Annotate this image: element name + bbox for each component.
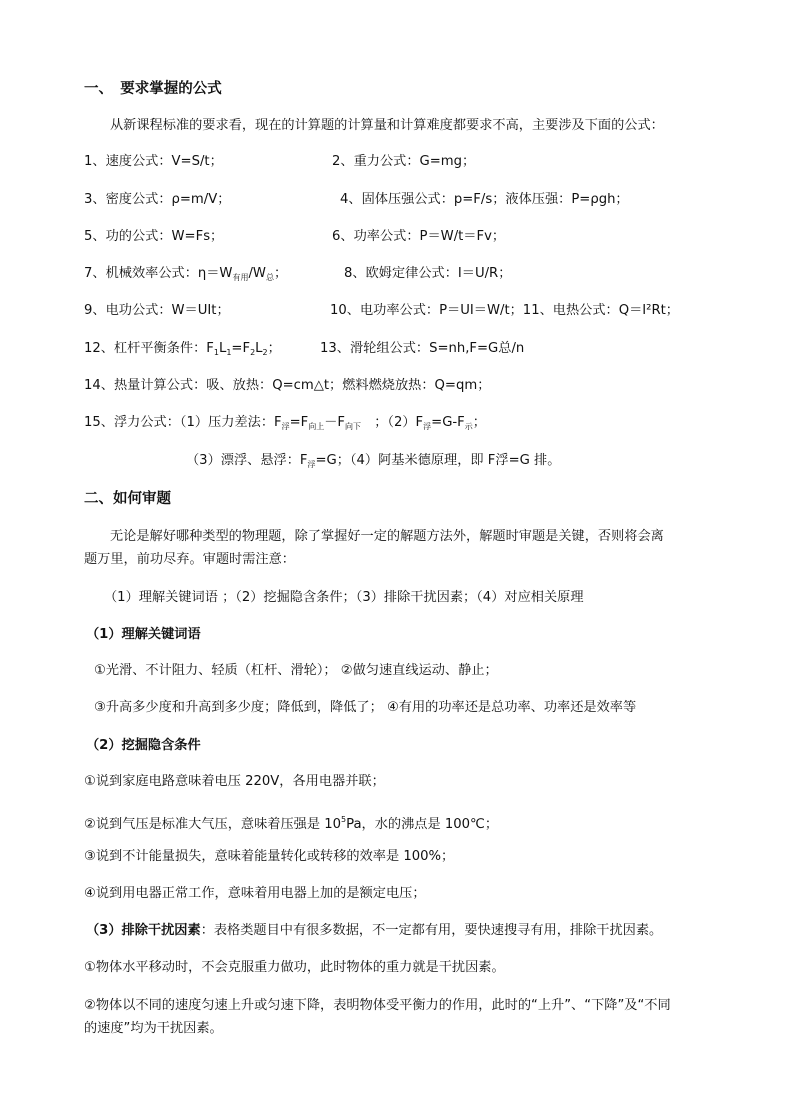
section2-steps: （1）理解关键词语 ；（2）挖掘隐含条件；（3）排除干扰因素；（4）对应相关原理 <box>104 590 584 605</box>
formula-12 <box>84 340 281 362</box>
formula-12-d: =F <box>231 341 251 356</box>
formula-10-11: 10、电功率公式：P＝UI＝W/t；11、电热公式：Q＝I²Rt； <box>330 303 679 318</box>
formula-12-sub-a: 1 <box>213 348 219 357</box>
formula-15b-rest: =G；（4）阿基米德原理，即 F浮=G 排。 <box>315 453 561 468</box>
subsection2-line2-rest: Pa，水的沸点是 100℃； <box>346 817 499 832</box>
formula-15-sub4: 浮 <box>423 422 432 431</box>
formula-3: 3、密度公式：ρ=m/V； <box>84 192 231 207</box>
formula-8: 8、欧姆定律公式：I＝U/R； <box>344 266 512 281</box>
subsection2-line2-sup: 5 <box>340 815 347 824</box>
formula-15-mid: ；（2）F <box>361 415 424 430</box>
subsection2-line2 <box>84 811 498 834</box>
section2-title: 二、如何审题 <box>84 491 171 507</box>
formula-4: 4、固体压强公式：p=F/s；液体压强：P=ρgh； <box>340 192 629 207</box>
formula-15 <box>84 414 486 436</box>
section2-para-line2: 题万里，前功尽弃。审题时需注意： <box>84 552 295 567</box>
subsection3-line2: ②物体以不同的速度匀速上升或匀速下降，表明物体受平衡力的作用，此时的“上升”、“下降”及“不同 <box>84 998 671 1013</box>
formula-15-sub3: 向下 <box>345 422 362 431</box>
section1-intro: 从新课程标准的要求看，现在的计算题的计算量和计算难度都要求不高，主要涉及下面的公式： <box>110 118 664 133</box>
formula-12-suffix: ； <box>267 341 281 356</box>
formula-12-sub-c: 1 <box>226 348 232 357</box>
formula-15-suffix: ； <box>472 415 486 430</box>
formula-5: 5、功的公式：W=Fs； <box>84 229 224 244</box>
formula-15-sub5: 示 <box>464 422 473 431</box>
formula-7-text: 7、机械效率公式：η＝W <box>84 266 233 281</box>
formula-15-minus: －F <box>324 415 346 430</box>
formula-12-sub-e: 2 <box>250 348 256 357</box>
subsection3-title-rest: ：表格类题目中有很多数据，不一定都有用，要快速搜寻有用，排除干扰因素。 <box>200 923 663 938</box>
formula-9: 9、电功公式：W＝UIt； <box>84 303 230 318</box>
subsection1-line2: ③升高多少度和升高到多少度；降低到，降低了； ④有用的功率还是总功率、功率还是效率等 <box>94 700 637 715</box>
formula-7-sub: 有用 <box>232 273 249 282</box>
formula-15-sub1: 浮 <box>281 422 290 431</box>
formula-15b-text: （3）漂浮、悬浮：F <box>186 453 308 468</box>
subsection2-line4: ④说到用电器正常工作，意味着用电器上加的是额定电压； <box>84 886 426 901</box>
formula-7-suffix: ； <box>273 266 288 281</box>
subsection2-line2-text: ②说到气压是标准大气压，意味着压强是 10 <box>84 817 341 832</box>
formula-15-eq: =F <box>289 415 309 430</box>
subsection2-line1: ①说到家庭电路意味着电压 220V，各用电器并联； <box>84 774 385 789</box>
section2-para-line1: 无论是解好哪种类型的物理题，除了掌握好一定的解题方法外，解题时审题是关键，否则将会离 <box>110 529 664 544</box>
subsection3-line3: 的速度”均为干扰因素。 <box>84 1021 223 1036</box>
formula-12-f: L <box>255 341 263 356</box>
formula-14: 14、热量计算公式：吸、放热：Q=cm△t；燃料燃烧放热：Q=qm； <box>84 378 491 393</box>
formula-2: 2、重力公式：G=mg； <box>332 154 476 169</box>
formula-7-sub2: 总 <box>265 273 274 282</box>
subsection3-line1: ①物体水平移动时，不会克服重力做功，此时物体的重力就是干扰因素。 <box>84 960 505 975</box>
formula-7-mid: /W <box>248 266 266 281</box>
formula-12-sub-g: 2 <box>262 348 268 357</box>
subsection2-title: （2）挖掘隐含条件 <box>86 738 201 753</box>
formula-15-text: 15、浮力公式：（1）压力差法：F <box>84 415 282 430</box>
formula-12-b: L <box>218 341 227 356</box>
formula-12-text: 12、杠杆平衡条件：F <box>84 341 214 356</box>
formula-15-g: =G-F <box>431 415 465 430</box>
formula-15-continued <box>186 452 560 474</box>
subsection3-heading <box>86 922 662 940</box>
subsection3-title: （3）排除干扰因素 <box>86 923 201 938</box>
formula-15b-sub: 浮 <box>307 460 316 469</box>
section1-title: 一、 要求掌握的公式 <box>84 81 222 97</box>
formula-1: 1、速度公式：V=S/t； <box>84 154 223 169</box>
formula-13: 13、滑轮组公式：S=nh,F=G总/n <box>320 341 525 356</box>
formula-7 <box>84 265 287 287</box>
subsection1-line1: ①光滑、不计阻力、轻质（杠杆、滑轮）； ②做匀速直线运动、静止； <box>94 663 498 678</box>
formula-6: 6、功率公式：P＝W/t＝Fv； <box>332 229 506 244</box>
subsection2-line3: ③说到不计能量损失，意味着能量转化或转移的效率是 100%； <box>84 849 455 864</box>
formula-15-sub2: 向上 <box>308 422 325 431</box>
subsection1-title: （1）理解关键词语 <box>86 627 201 642</box>
